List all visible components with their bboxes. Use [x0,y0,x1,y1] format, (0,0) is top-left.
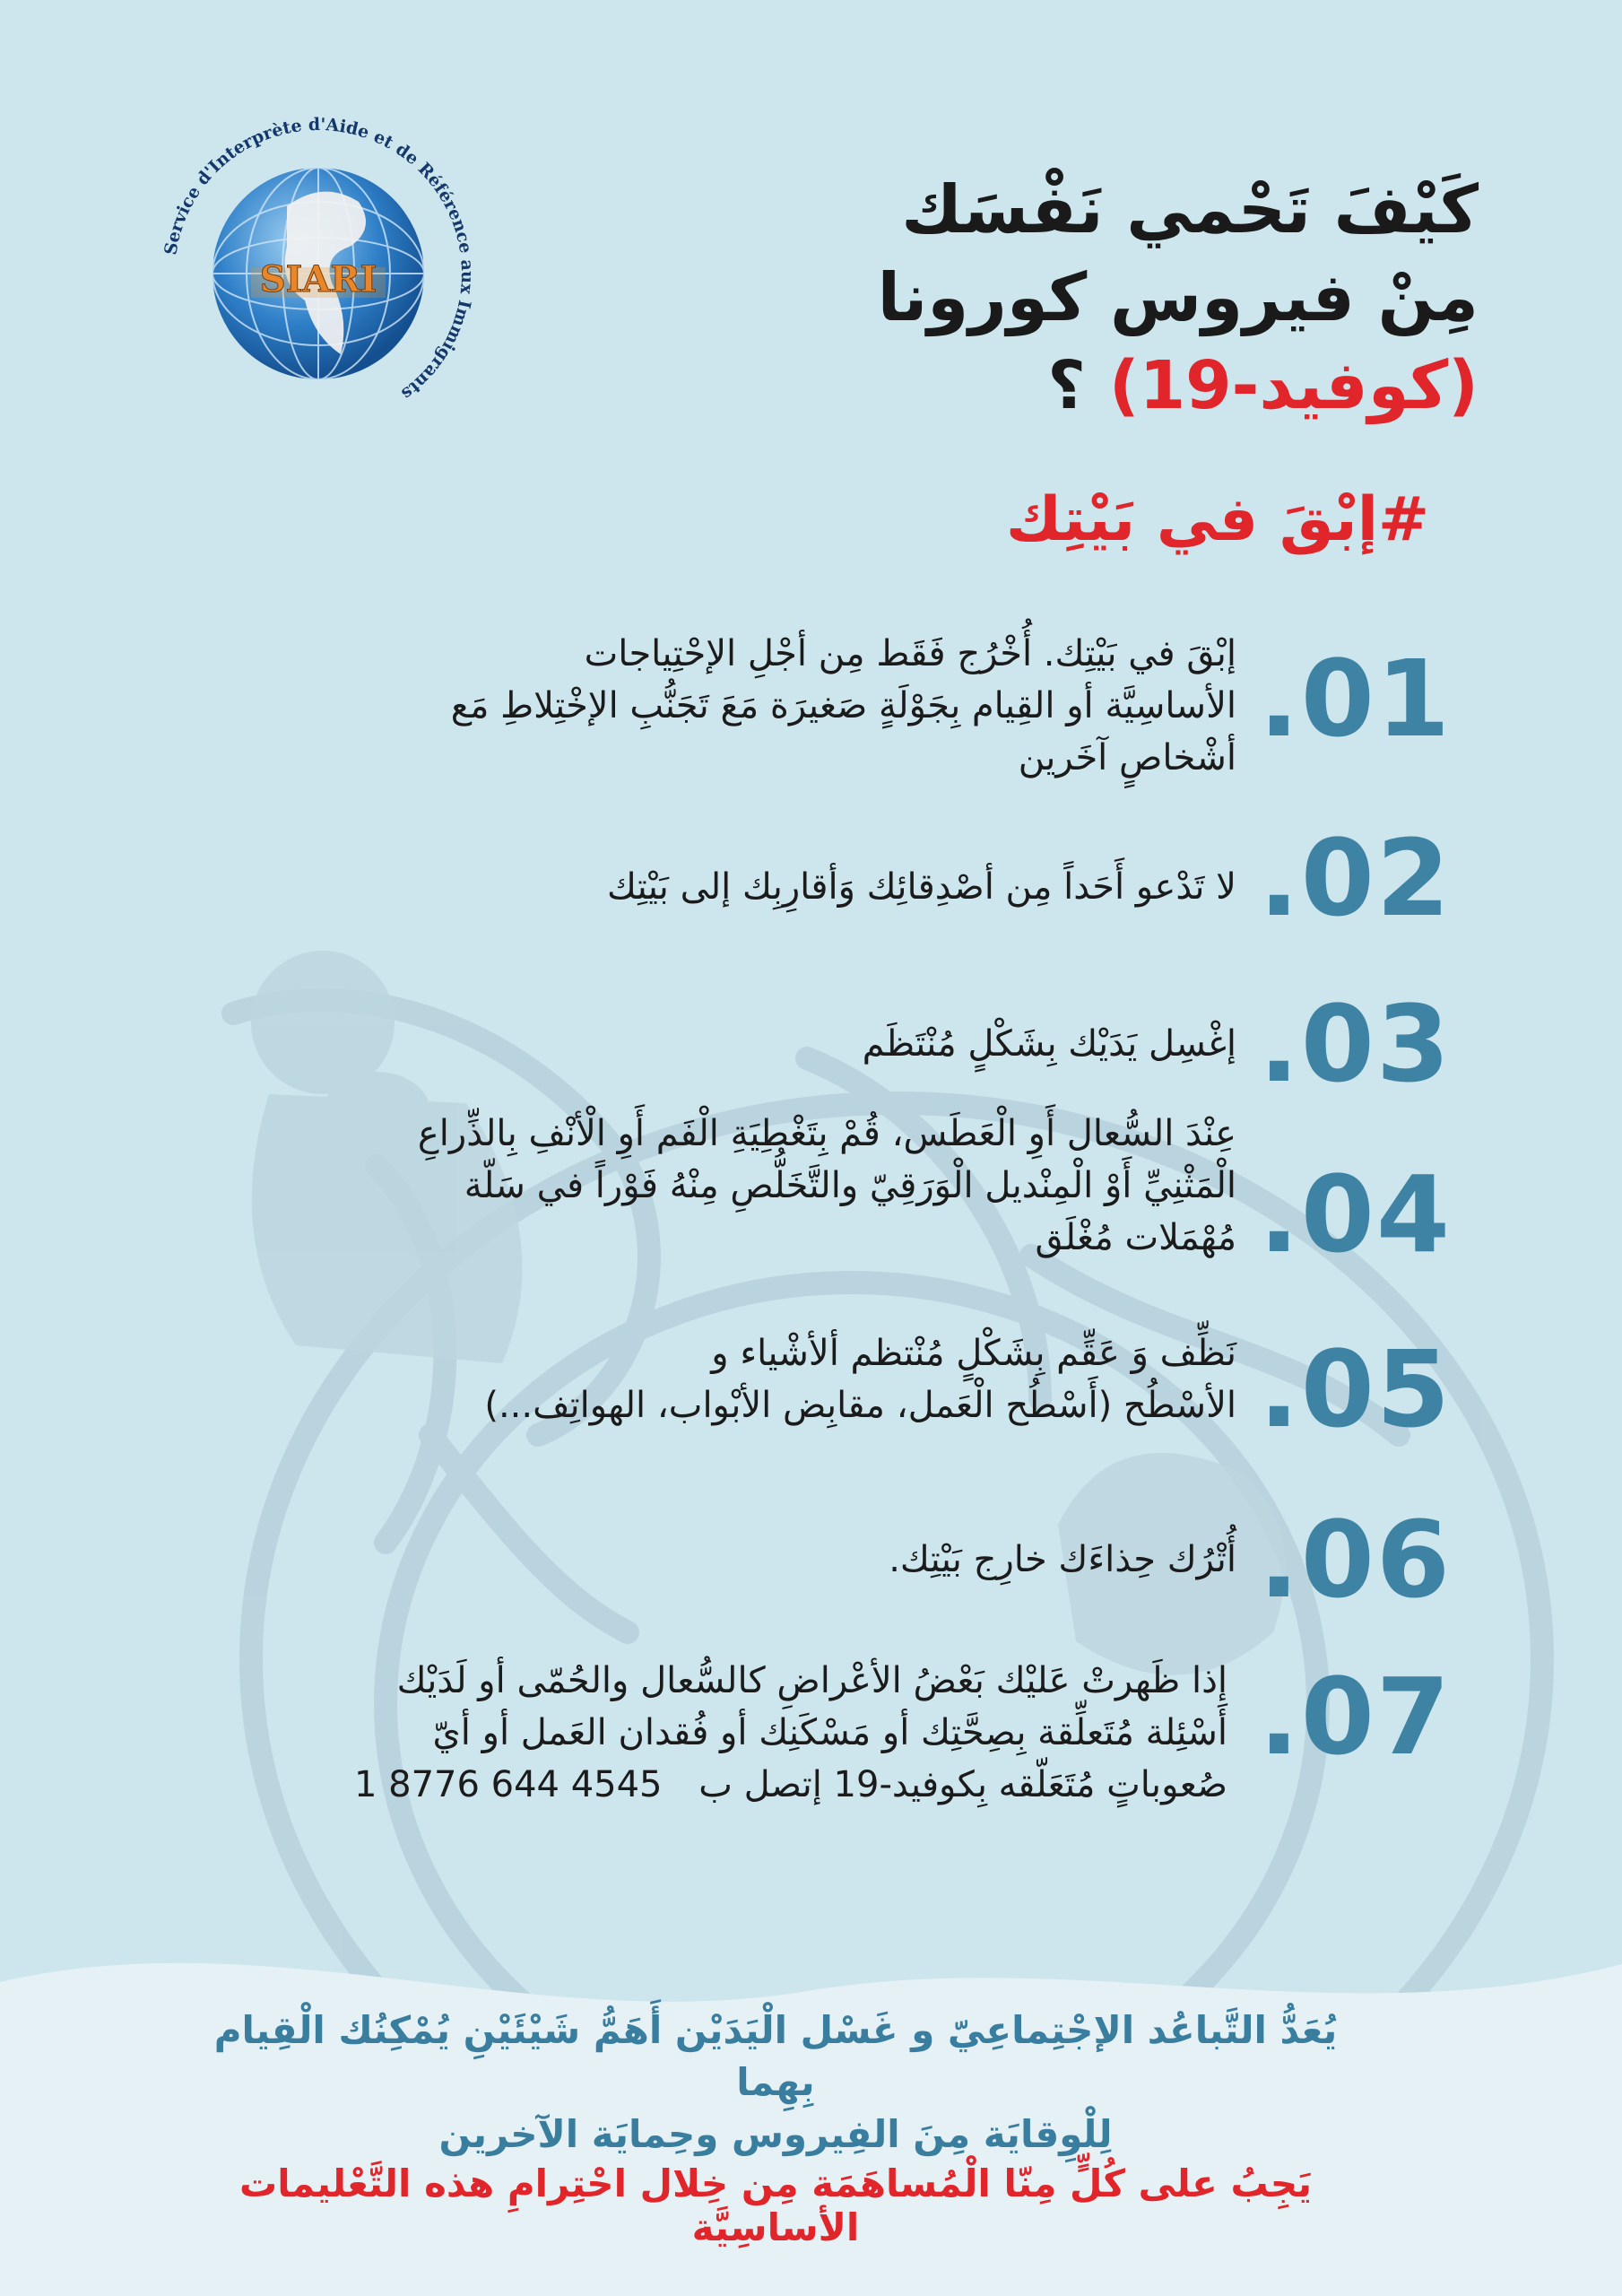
item-line: الْمَثْنِيِّ أَوْ الْمِنْديل الْوَرَقِيّ والتَّخَلُّصِ مِنْهُ فَوْراً في سَلّة [464,1165,1236,1206]
item-number: .02 [1258,816,1452,940]
logo-brand: SIARI [259,258,377,300]
item-text [354,1655,1227,1811]
helpline-phone[interactable]: 1 8776 644 4545 [353,1764,663,1805]
footer-call-to-action: يَجِبُ على كُلٍّ مِنّا الْمُساهَمَة مِن خِلال احْتِرامِ هذه التَّعْليمات الأساسِيَّة [239,2161,1312,2249]
item-line: نَظِّف وَ عَقِّم بِشَكْلٍ مُنْتظم ألأشْياء و [711,1333,1236,1374]
item-number: .05 [1258,1327,1452,1451]
item-number: .01 [1258,637,1452,761]
title-covid: (كوفيد-19) [1108,347,1479,424]
item-number: .07 [1258,1655,1452,1779]
logo-ring-text: Service d'Interprète d'Aide et de Référence aux Immigrants [160,114,478,404]
item-line: لا تَدْعو أَحَداً مِن أصْدِقائِك وَأقارِبِك إلى بَيْتِك [606,866,1236,908]
item-line: أُتْرُك حِذاءَك خارِج بَيْتِك. [889,1539,1236,1580]
item-number: .03 [1258,982,1452,1106]
footer-line: يُعَدُّ التَّباعُد الإجْتِماعِيّ و غَسْل الْيَدَيْن أَهَمُّ شَيْئَيْنِ يُمْكِنُك الْقِيام بِهِما [213,2008,1338,2104]
page-title [672,166,1479,430]
item-number: .06 [1258,1498,1452,1622]
title-question-mark: ؟ [1047,347,1087,424]
item-text [484,1327,1236,1431]
footer-line: لِلْوِقايَة مِنَ الفِيروس وحِمايَة الآخرين [438,2112,1113,2156]
item-line: عِنْدَ السُّعال أَوِ الْعَطَس، قُمْ بِتَغْطِيَةِ الْفَم أَوِ الْأنْفِ بِالذِّراعِ [417,1113,1236,1154]
item-text [863,1018,1236,1070]
item-line: إذا ظَهرتْ عَليْك بَعْضُ الأعْراضِ كالسُّعال والحُمّى أو لَدَيْك [396,1660,1227,1701]
item-line: إبْقَ في بَيْتِك. أُخْرُج فَقَط مِن أجْلِ الإحْتِياجات [584,633,1236,674]
item-line: الأسْطُح (أَسْطُح الْعَمل، مقابِض الأبْواب، الهواتِف...) [484,1385,1236,1426]
item-line: أَسْئِلة مُتَعلِّقة بِصِحَّتِك أو مَسْكَنِك أو فُقدان العَمل أو أيّ [432,1712,1227,1753]
item-line-with-phone [354,1759,1227,1811]
item-line: الأساسِيَّة أو القِيام بِجَوْلَةٍ صَغيرَة مَعَ تَجَنُّبِ الإخْتِلاطِ مَع [450,685,1236,726]
siari-logo [152,108,484,439]
title-line3 [672,342,1479,430]
item-line: أشْخاصٍ آخَرين [1018,737,1236,778]
item-text [889,1534,1236,1586]
item-text [418,1108,1236,1264]
item-text [451,628,1236,784]
item-number: .04 [1258,1152,1452,1276]
item-line: مُهْمَلات مُغْلَق [1035,1217,1236,1258]
item-line: صُعوباتٍ مُتَعَلّقه بِكوفيد-19 إتصل ب [698,1764,1227,1805]
item-line: إغْسِل يَدَيْك بِشَكْلٍ مُنْتَظَم [862,1023,1236,1065]
item-text [607,861,1236,913]
hashtag-stay-home: #إبْقَ في بَيْتِك [1005,484,1429,555]
title-line1: كَيْفَ تَحْمي نَفْسَك [901,171,1479,248]
footer-message [179,2005,1372,2161]
title-line2: مِنْ فيروس كورونا [877,259,1479,336]
